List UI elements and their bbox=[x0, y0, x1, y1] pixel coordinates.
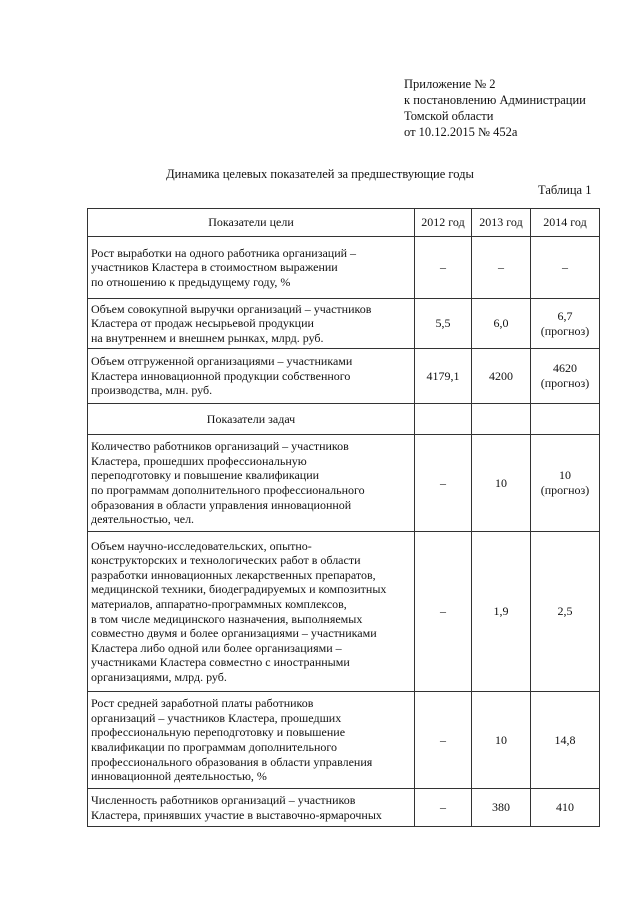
indicator-line: участниками Кластера совместно с иностранными bbox=[91, 655, 350, 670]
value-2013: 1,9 bbox=[472, 532, 531, 692]
table-row bbox=[88, 532, 600, 692]
indicator-line: по отношению к предыдущему году, % bbox=[91, 274, 291, 289]
value-line: 410 bbox=[556, 800, 574, 815]
table-row bbox=[88, 299, 600, 349]
indicator-line: Кластера, прошедших профессиональную bbox=[91, 453, 307, 468]
value-2013: 10 bbox=[472, 435, 531, 532]
indicator-line: Рост средней заработной платы работников bbox=[91, 696, 314, 711]
indicator-line: Кластера инновационной продукции собственного bbox=[91, 368, 351, 383]
value-line: (прогноз) bbox=[540, 483, 590, 497]
indicator-line: производства, млн. руб. bbox=[91, 383, 213, 398]
header-2012: 2012 год bbox=[415, 209, 472, 237]
indicator-line: Объем совокупной выручки организаций – участников bbox=[91, 301, 372, 316]
indicator-line: на внутреннем и внешнем рынках, млрд. руб. bbox=[91, 330, 324, 345]
indicator-line: образования в области управления инновационной bbox=[91, 497, 352, 512]
indicator-line: Кластера, принявших участие в выставочно-ярмарочных bbox=[91, 807, 382, 822]
empty-cell bbox=[472, 404, 531, 435]
value-line: 6,7 bbox=[557, 308, 573, 323]
table-label: Таблица 1 bbox=[538, 183, 592, 197]
value-2013: 380 bbox=[472, 789, 531, 827]
section-row bbox=[88, 404, 600, 435]
appendix-line-1: Приложение № 2 bbox=[404, 77, 496, 91]
indicator-name bbox=[88, 237, 415, 299]
indicator-line: материалов, аппаратно-программных комплексов, bbox=[91, 596, 347, 611]
value-2014 bbox=[531, 237, 600, 299]
indicator-line: Кластера от продаж несырьевой продукции bbox=[91, 316, 314, 331]
appendix-block bbox=[404, 76, 586, 140]
value-line: 14,8 bbox=[554, 732, 576, 747]
header-2014: 2014 год bbox=[531, 209, 600, 237]
appendix-line-4: от 10.12.2015 № 452а bbox=[404, 125, 518, 139]
empty-cell bbox=[531, 404, 600, 435]
value-2012: – bbox=[415, 692, 472, 789]
value-2013: 4200 bbox=[472, 349, 531, 404]
header-indicators: Показатели цели bbox=[88, 209, 415, 237]
table-row bbox=[88, 692, 600, 789]
indicator-line: участников Кластера в стоимостном выражении bbox=[91, 260, 338, 275]
indicator-line: совместно двумя и более организациями – участниками bbox=[91, 626, 377, 641]
indicator-name bbox=[88, 349, 415, 404]
indicator-name bbox=[88, 532, 415, 692]
indicator-line: переподготовку и повышение квалификации bbox=[91, 468, 320, 483]
header-2013: 2013 год bbox=[472, 209, 531, 237]
table-row bbox=[88, 435, 600, 532]
indicator-line: профессиональную переподготовку и повышение bbox=[91, 725, 346, 740]
indicator-line: организациями, млрд. руб. bbox=[91, 669, 227, 684]
indicator-line: медицинской техники, биодеградируемых и композитных bbox=[91, 582, 387, 597]
indicators-table bbox=[87, 208, 600, 827]
value-2014 bbox=[531, 435, 600, 532]
indicator-line: деятельностью, чел. bbox=[91, 512, 195, 527]
indicator-line: инновационной деятельностью, % bbox=[91, 769, 267, 784]
value-2014 bbox=[531, 789, 600, 827]
value-line: 4620 bbox=[553, 361, 577, 376]
value-line: (прогноз) bbox=[540, 323, 590, 338]
value-2014 bbox=[531, 349, 600, 404]
indicator-name bbox=[88, 692, 415, 789]
indicator-line: организаций – участников Кластера, прошедших bbox=[91, 710, 342, 725]
indicator-line: по программам дополнительного профессионального bbox=[91, 483, 365, 497]
value-line: 10 bbox=[559, 468, 571, 483]
value-line: (прогноз) bbox=[540, 376, 590, 390]
value-2014 bbox=[531, 692, 600, 789]
table-row bbox=[88, 349, 600, 404]
appendix-line-2: к постановлению Администрации bbox=[404, 93, 586, 107]
indicator-name bbox=[88, 435, 415, 532]
empty-cell bbox=[415, 404, 472, 435]
value-2013: – bbox=[472, 237, 531, 299]
indicator-line: Объем научно-исследовательских, опытно- bbox=[91, 538, 312, 553]
value-2012: 4179,1 bbox=[415, 349, 472, 404]
value-2014 bbox=[531, 299, 600, 349]
appendix-line-3: Томской области bbox=[404, 109, 494, 123]
table-row bbox=[88, 237, 600, 299]
section-tasks-title: Показатели задач bbox=[88, 404, 415, 435]
table-row bbox=[88, 789, 600, 827]
value-2012: – bbox=[415, 789, 472, 827]
value-line: 2,5 bbox=[557, 604, 573, 619]
indicator-line: конструкторских и технологических работ в области bbox=[91, 553, 361, 568]
value-2012: – bbox=[415, 435, 472, 532]
value-2012: – bbox=[415, 532, 472, 692]
indicator-line: Объем отгруженной организациями – участниками bbox=[91, 354, 353, 369]
indicator-name bbox=[88, 789, 415, 827]
indicator-line: квалификации по программам дополнительного bbox=[91, 740, 338, 754]
value-2014 bbox=[531, 532, 600, 692]
indicator-line: Количество работников организаций – участников bbox=[91, 439, 349, 454]
indicator-line: в том числе медицинского назначения, выполняемых bbox=[91, 611, 363, 626]
indicator-line: профессионального образования в области управления bbox=[91, 754, 373, 769]
value-2012: – bbox=[415, 237, 472, 299]
indicator-line: Кластера либо одной или более организациями – bbox=[91, 640, 342, 655]
value-line: – bbox=[562, 260, 568, 275]
value-2013: 6,0 bbox=[472, 299, 531, 349]
document-title: Динамика целевых показателей за предшествующие годы bbox=[166, 167, 474, 181]
value-2012: 5,5 bbox=[415, 299, 472, 349]
indicator-line: Рост выработки на одного работника организаций – bbox=[91, 245, 357, 260]
value-2013: 10 bbox=[472, 692, 531, 789]
indicator-line: разработки инновационных лекарственных препаратов, bbox=[91, 567, 376, 582]
indicator-name bbox=[88, 299, 415, 349]
table-header-row bbox=[88, 209, 600, 237]
indicator-line: Численность работников организаций – участников bbox=[91, 792, 356, 807]
